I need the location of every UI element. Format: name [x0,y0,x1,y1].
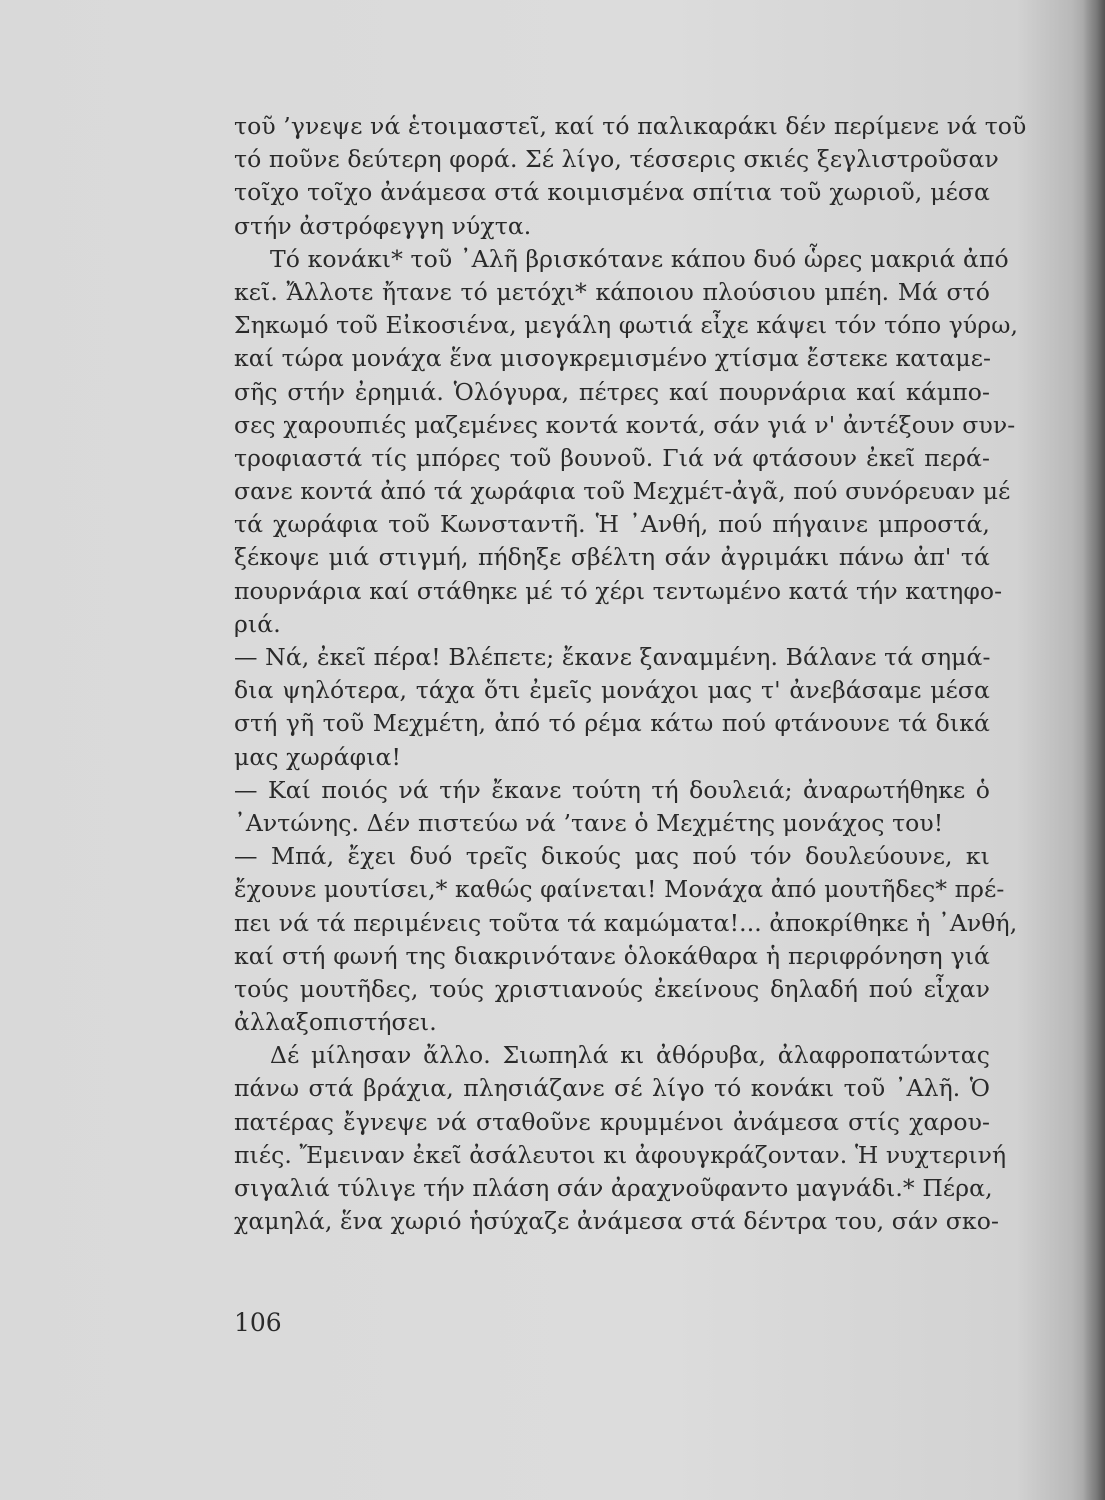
text-line: σῆς στήν ἐρημιά. Ὁλόγυρα, πέτρες καί πουρνάρια καί κάμπο- [234,377,990,406]
text-line: ριά. [234,609,281,638]
text-line: τό ποῦνε δεύτερη φορά. Σέ λίγο, τέσσερις σκιές ξεγλιστροῦσαν [234,145,999,174]
text-line: πάνω στά βράχια, πλησιάζανε σέ λίγο τό κονάκι τοῦ ᾿Αλῆ. Ὁ [234,1074,990,1103]
text-line: τά χωράφια τοῦ Κωνσταντῆ. Ἡ ᾿Ανθή, πού πήγαινε μπροστά, [234,510,990,539]
text-line: δια ψηλότερα, τάχα ὅτι ἐμεῖς μονάχοι μας τ' ἀνεβάσαμε μέσα [234,676,990,705]
page-edge-shadow [1083,0,1105,1500]
text-line: Σηκωμό τοῦ Εἰκοσιένα, μεγάλη φωτιά εἶχε κάψει τόν τόπο γύρω, [234,311,1019,340]
text-line: ᾿Αντώνης. Δέν πιστεύω νά ’τανε ὁ Μεχμέτης μονάχος του! [234,808,944,837]
text-line: τοῦ ’γνεψε νά ἑτοιμαστεῖ, καί τό παλικαράκι δέν περίμενε νά τοῦ [234,112,1027,140]
body-text [234,110,1027,1238]
text-line: πει νά τά περιμένεις τοῦτα τά καμώματα!... ἀποκρίθηκε ἡ ᾿Ανθή, [234,908,1018,937]
text-line: καί στή φωνή της διακρινότανε ὁλοκάθαρα ἡ περιφρόνηση γιά [234,941,990,970]
page-number: 106 [234,1308,282,1337]
text-line: πατέρας ἔγνεψε νά σταθοῦνε κρυμμένοι ἀνάμεσα στίς χαρου- [234,1107,990,1136]
text-line: ἔχουνε μουτίσει,* καθώς φαίνεται! Μονάχα ἀπό μουτῆδες* πρέ- [234,875,1005,904]
text-line: Δέ μίλησαν ἄλλο. Σιωπηλά κι ἀθόρυβα, ἀλαφροπατώντας [270,1041,990,1070]
text-line: ἀλλαξοπιστήσει. [234,1008,437,1037]
text-line: — Νά, ἐκεῖ πέρα! Βλέπετε; ἔκανε ξαναμμένη. Βάλανε τά σημά- [234,643,991,671]
text-line: στήν ἀστρόφεγγη νύχτα. [234,211,532,240]
text-line: μας χωράφια! [234,742,402,771]
text-line: στή γῆ τοῦ Μεχμέτη, ἀπό τό ρέμα κάτω πού φτάνουνε τά δικά [234,709,990,738]
text-line: — Καί ποιός νά τήν ἔκανε τούτη τή δουλειά; ἀναρωτήθηκε ὁ [234,775,990,804]
text-line: σιγαλιά τύλιγε τήν πλάση σάν ἀραχνοῦφαντο μαγνάδι.* Πέρα, [234,1174,993,1202]
text-line: σες χαρουπιές μαζεμένες κοντά κοντά, σάν γιά ν' ἀντέξουν συν- [234,410,1016,439]
text-line: σανε κοντά ἀπό τά χωράφια τοῦ Μεχμέτ-ἀγᾶ, πού συνόρευαν μέ [234,477,1011,506]
text-line: ξέκοψε μιά στιγμή, πήδηξε σβέλτη σάν ἀγριμάκι πάνω ἀπ' τά [234,543,990,572]
text-line: τούς μουτῆδες, τούς χριστιανούς ἐκείνους δηλαδή πού εἶχαν [234,974,990,1003]
text-line: τοῖχο τοῖχο ἀνάμεσα στά κοιμισμένα σπίτια τοῦ χωριοῦ, μέσα [234,178,990,207]
text-line: χαμηλά, ἕνα χωριό ἡσύχαζε ἀνάμεσα στά δέντρα του, σάν σκο- [234,1207,1000,1236]
text-line: Τό κονάκι* τοῦ ᾿Αλῆ βρισκότανε κάπου δυό ὧρες μακριά ἀπό [270,244,1009,273]
text-line: κεῖ. Ἄλλοτε ἤτανε τό μετόχι* κάποιου πλούσιου μπέη. Μά στό [234,277,990,306]
text-line: καί τώρα μονάχα ἕνα μισογκρεμισμένο χτίσμα ἔστεκε καταμε- [234,344,992,373]
text-line: — Μπά, ἔχει δυό τρεῖς δικούς μας πού τόν δουλεύουνε, κι [234,842,990,871]
text-line: πουρνάρια καί στάθηκε μέ τό χέρι τεντωμένο κατά τήν κατηφο- [234,576,1003,605]
text-line: τροφιαστά τίς μπόρες τοῦ βουνοῦ. Γιά νά φτάσουν ἐκεῖ περά- [234,443,990,472]
text-line: πιές. Ἔμειναν ἐκεῖ ἀσάλευτοι κι ἀφουγκράζονταν. Ἡ νυχτερινή [234,1140,1007,1169]
